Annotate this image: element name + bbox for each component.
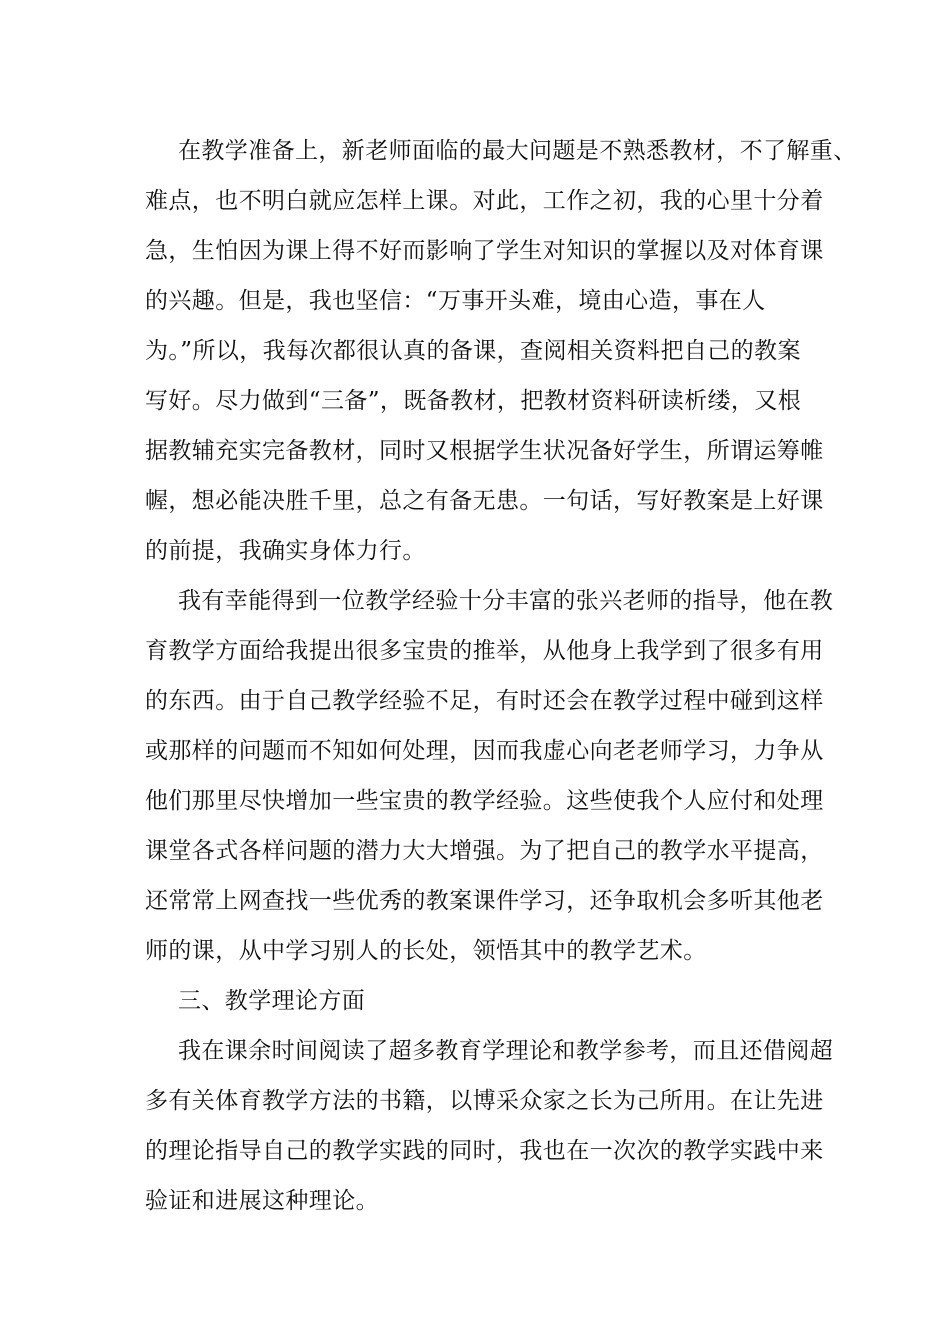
paragraph-2-line-6: 课堂各式各样问题的潜力大大增强。为了把自己的教学水平提高，	[145, 838, 824, 864]
paragraph-2-line-3: 的东西。由于自己教学经验不足，有时还会在教学过程中碰到这样	[145, 688, 824, 714]
paragraph-1-line-7: 据教辅充实完备教材，同时又根据学生状况备好学生，所谓运筹帷	[145, 438, 824, 464]
paragraph-2-line-5: 他们那里尽快增加一些宝贵的教学经验。这些使我个人应付和处理	[145, 788, 824, 814]
paragraph-2-line-4: 或那样的问题而不知如何处理，因而我虚心向老老师学习，力争从	[145, 738, 824, 764]
paragraph-3-line-3: 的理论指导自己的教学实践的同时，我也在一次次的教学实践中来	[145, 1138, 824, 1164]
paragraph-2-line-7: 还常常上网查找一些优秀的教案课件学习，还争取机会多听其他老	[145, 888, 824, 914]
paragraph-1-line-1: 在教学准备上，新老师面临的最大问题是不熟悉教材，不了解重、	[178, 138, 857, 164]
paragraph-1-line-2: 难点，也不明白就应怎样上课。对此，工作之初，我的心里十分着	[145, 188, 824, 214]
paragraph-2-line-1: 我有幸能得到一位教学经验十分丰富的张兴老师的指导，他在教	[178, 588, 834, 614]
paragraph-1-line-4: 的兴趣。但是，我也坚信：“万事开头难，境由心造，事在人	[145, 288, 766, 314]
paragraph-3-line-4: 验证和进展这种理论。	[145, 1188, 379, 1214]
paragraph-1-line-9: 的前提，我确实身体力行。	[145, 538, 426, 564]
paragraph-1-line-3: 急，生怕因为课上得不好而影响了学生对知识的掌握以及对体育课	[145, 238, 824, 264]
paragraph-2-line-8: 师的课，从中学习别人的长处，领悟其中的教学艺术。	[145, 938, 707, 964]
paragraph-1-line-6: 写好。尽力做到“三备”，既备教材，把教材资料研读析缕，又根	[145, 388, 802, 414]
paragraph-1-line-8: 幄，想必能决胜千里，总之有备无患。一句话，写好教案是上好课	[145, 488, 824, 514]
section-heading: 三、教学理论方面	[178, 988, 366, 1014]
paragraph-1-line-5: 为。”所以，我每次都很认真的备课，查阅相关资料把自己的教案	[145, 338, 801, 364]
paragraph-2-line-2: 育教学方面给我提出很多宝贵的推举，从他身上我学到了很多有用	[145, 638, 824, 664]
paragraph-3-line-1: 我在课余时间阅读了超多教育学理论和教学参考，而且还借阅超	[178, 1038, 834, 1064]
paragraph-3-line-2: 多有关体育教学方法的书籍，以博采众家之长为己所用。在让先进	[145, 1088, 824, 1114]
